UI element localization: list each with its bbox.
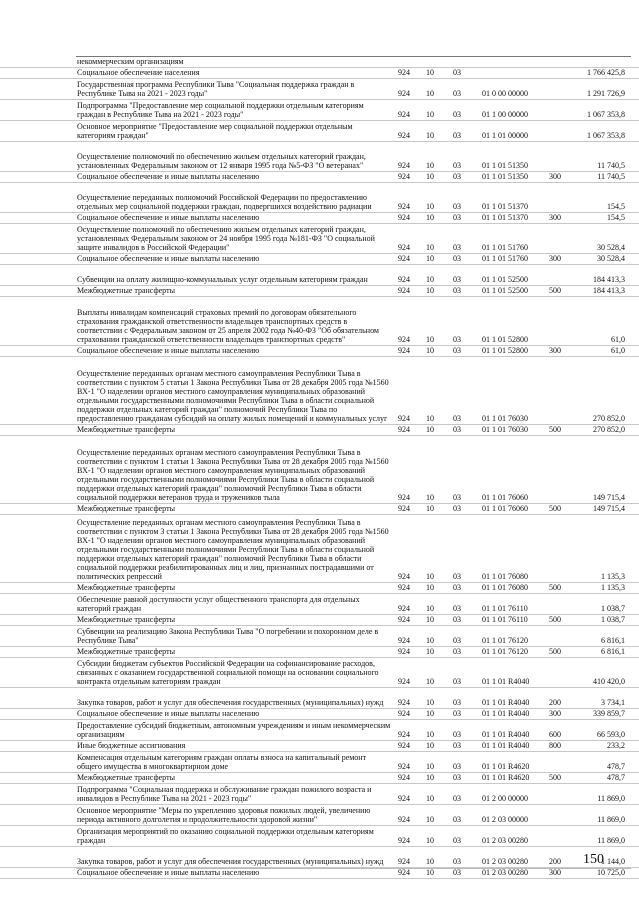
table-row	[0, 752, 639, 773]
row-grbs: 924	[398, 346, 410, 355]
row-amount: 6 816,1	[601, 647, 625, 656]
row-subsection: 03	[453, 836, 461, 845]
table-row	[0, 784, 639, 805]
row-section: 10	[426, 815, 434, 824]
row-target-article: 01 1 01 76030	[482, 414, 528, 423]
row-target-article: 01 1 01 51760	[482, 254, 528, 263]
row-section: 10	[426, 773, 434, 782]
row-grbs: 924	[398, 762, 410, 771]
row-target-article: 01 1 01 51760	[482, 243, 528, 252]
table-row	[0, 100, 639, 121]
row-section: 10	[426, 243, 434, 252]
row-grbs: 924	[398, 254, 410, 263]
row-subsection: 03	[453, 572, 461, 581]
row-expense-type: 300	[549, 172, 561, 181]
table-row	[0, 286, 639, 297]
row-grbs: 924	[398, 131, 410, 140]
row-subsection: 03	[453, 254, 461, 263]
row-section: 10	[426, 741, 434, 750]
row-amount: 61,0	[611, 335, 625, 344]
row-expense-type: 500	[549, 773, 561, 782]
row-expense-type: 500	[549, 615, 561, 624]
row-name: некоммерческим организациям	[77, 57, 184, 66]
row-amount: 410 420,0	[593, 677, 625, 686]
row-target-article: 01 1 01 76060	[482, 504, 528, 513]
table-row	[0, 805, 639, 826]
table-row	[0, 172, 639, 183]
row-section: 10	[426, 857, 434, 866]
row-subsection: 03	[453, 131, 461, 140]
table-row	[0, 583, 639, 594]
row-subsection: 03	[453, 615, 461, 624]
row-target-article: 01 1 01 76110	[482, 615, 528, 624]
row-name: Межбюджетные трансферты	[77, 773, 175, 782]
row-target-article: 01 1 01 R4040	[482, 709, 530, 718]
row-target-article: 01 1 01 52800	[482, 346, 528, 355]
row-section: 10	[426, 698, 434, 707]
row-section: 10	[426, 275, 434, 284]
row-target-article: 01 2 03 00280	[482, 836, 528, 845]
row-amount: 478,7	[607, 773, 625, 782]
row-subsection: 03	[453, 647, 461, 656]
row-grbs: 924	[398, 615, 410, 624]
row-expense-type: 500	[549, 425, 561, 434]
row-subsection: 03	[453, 89, 461, 98]
row-expense-type: 300	[549, 213, 561, 222]
table-row	[0, 615, 639, 626]
row-section: 10	[426, 730, 434, 739]
row-grbs: 924	[398, 286, 410, 295]
row-grbs: 924	[398, 857, 410, 866]
row-target-article: 01 1 00 00000	[482, 110, 528, 119]
table-row	[0, 425, 639, 436]
row-section: 10	[426, 615, 434, 624]
row-target-article: 01 1 01 76080	[482, 583, 528, 592]
table-row	[0, 357, 639, 425]
row-section: 10	[426, 709, 434, 718]
row-subsection: 03	[453, 709, 461, 718]
row-target-article: 01 2 03 00280	[482, 857, 528, 866]
table-row	[0, 658, 639, 688]
table-row	[0, 79, 639, 100]
row-section: 10	[426, 677, 434, 686]
row-name: Организация мероприятий по оказанию социальной поддержки отдельным категориям граждан	[77, 827, 374, 845]
row-grbs: 924	[398, 604, 410, 613]
row-amount: 1 038,7	[601, 604, 625, 613]
row-section: 10	[426, 89, 434, 98]
table-row	[0, 224, 639, 254]
row-expense-type: 500	[549, 583, 561, 592]
row-expense-type: 200	[549, 698, 561, 707]
row-name: Осуществление переданных органам местного самоуправления Республики Тыва в соответствии с пунктом 3 статьи 1 Закона Республики Тыва от 28 декабря 2005 года №1560 ВХ-1 "О наделении органов местного самоуправления муниципальных образований отдельными государственными полномочиями Республики Тыва в области социальной поддержки отдельных категорий граждан" полномочий Республики Тыва в области социальной поддержки реабилитированных лиц и лиц, признанных пострадавшими от политических репрессий	[77, 518, 389, 581]
table-row	[0, 436, 639, 504]
row-target-article: 01 1 01 R4620	[482, 762, 530, 771]
row-grbs: 924	[398, 213, 410, 222]
row-name: Осуществление переданных органам местного самоуправления Республики Тыва в соответствии с пунктом 1 статьи 1 Закона Республики Тыва от 28 декабря 2005 года №1560 ВХ-1 "О наделении органов местного самоуправления муниципальных образований отдельными государственными полномочиями Республики Тыва в области социальной поддержки отдельных категорий граждан" полномочий Республики Тыва в области социальной поддержки ветеранов труда и тружеников тыла	[77, 448, 389, 502]
row-expense-type: 600	[549, 730, 561, 739]
row-target-article: 01 1 01 51350	[482, 161, 528, 170]
table-row	[0, 57, 639, 68]
row-amount: 11 869,0	[597, 794, 625, 803]
row-grbs: 924	[398, 836, 410, 845]
row-amount: 339 859,7	[593, 709, 625, 718]
row-target-article: 01 1 01 52800	[482, 335, 528, 344]
table-row	[0, 826, 639, 847]
row-amount: 270 852,0	[593, 414, 625, 423]
row-amount: 233,2	[607, 741, 625, 750]
row-amount: 1 135,3	[601, 583, 625, 592]
table-row	[0, 709, 639, 720]
table-row	[0, 515, 639, 583]
row-name: Социальное обеспечение и иные выплаты населению	[77, 868, 260, 877]
row-name: Обеспечение равной доступности услуг общественного транспорта для отдельных категорий граждан	[77, 595, 360, 613]
row-amount: 149 715,4	[593, 493, 625, 502]
row-subsection: 03	[453, 172, 461, 181]
row-name: Осуществление полномочий по обеспечению жильем отдельных категорий граждан, установленных Федеральным законом от 24 ноября 1995 года №181-ФЗ "О социальной защите инвалидов в Российской Федерации"	[77, 225, 375, 252]
row-name: Основное мероприятие "Меры по укреплению здоровья пожилых людей, увеличению периода активного долголетия и продолжительности здоровой жизни"	[77, 806, 371, 824]
table-row	[0, 142, 639, 172]
row-section: 10	[426, 504, 434, 513]
row-section: 10	[426, 836, 434, 845]
table-row	[0, 594, 639, 615]
row-target-article: 01 1 01 00000	[482, 131, 528, 140]
table-row	[0, 688, 639, 709]
row-name: Закупка товаров, работ и услуг для обеспечения государственных (муниципальных) нужд	[77, 698, 384, 707]
row-name: Осуществление переданных органам местного самоуправления Республики Тыва в соответствии с пунктом 5 статьи 1 Закона Республики Тыва от 28 декабря 2005 года №1560 ВХ-1 "О наделении органов местного самоуправления муниципальных образований отдельными государственными полномочиями Республики Тыва в области социальной поддержки отдельных категорий граждан" полномочий Республики Тыва по предоставлению гражданам субсидий на оплату жилых помещений и коммунальных услуг	[77, 369, 389, 423]
row-subsection: 03	[453, 346, 461, 355]
row-subsection: 03	[453, 741, 461, 750]
row-section: 10	[426, 254, 434, 263]
row-section: 10	[426, 493, 434, 502]
table-row	[0, 868, 639, 879]
row-name: Основное мероприятие "Предоставление мер социальной поддержки отдельным категориям граждан"	[77, 122, 353, 140]
row-subsection: 03	[453, 504, 461, 513]
row-target-article: 01 1 01 R4040	[482, 677, 530, 686]
row-target-article: 01 1 01 76110	[482, 604, 528, 613]
table-row	[0, 121, 639, 142]
row-target-article: 01 0 00 00000	[482, 89, 528, 98]
row-amount: 11 740,5	[597, 172, 625, 181]
row-amount: 184 413,3	[593, 275, 625, 284]
table-row	[0, 346, 639, 357]
row-amount: 270 852,0	[593, 425, 625, 434]
row-subsection: 03	[453, 414, 461, 423]
row-section: 10	[426, 286, 434, 295]
row-name: Осуществление полномочий по обеспечению жильем отдельных категорий граждан, установленных Федеральным законом от 12 января 1995 года №5-ФЗ "О ветеранах"	[77, 152, 366, 170]
row-name: Субсидии бюджетам субъектов Российской Федерации на софинансирование расходов, связанных с оказанием государственной социальной помощи на основании социального контракта отдельным категориям граждан	[77, 659, 379, 686]
row-section: 10	[426, 762, 434, 771]
row-grbs: 924	[398, 709, 410, 718]
table-row	[0, 647, 639, 658]
row-amount: 1 067 353,8	[587, 131, 625, 140]
row-grbs: 924	[398, 572, 410, 581]
row-subsection: 03	[453, 161, 461, 170]
row-name: Социальное обеспечение и иные выплаты населению	[77, 172, 260, 181]
row-amount: 1 144,0	[601, 857, 625, 866]
row-expense-type: 300	[549, 868, 561, 877]
row-subsection: 03	[453, 275, 461, 284]
row-name: Подпрограмма "Социальная поддержка и обслуживание граждан пожилого возраста и инвалидов в Республике Тыва на 2021 - 2023 годы"	[77, 785, 372, 803]
row-amount: 184 413,3	[593, 286, 625, 295]
row-grbs: 924	[398, 583, 410, 592]
row-target-article: 01 1 01 R4620	[482, 773, 530, 782]
table-row	[0, 773, 639, 784]
row-amount: 6 816,1	[601, 636, 625, 645]
row-name: Социальное обеспечение и иные выплаты населению	[77, 709, 260, 718]
row-subsection: 03	[453, 425, 461, 434]
row-amount: 30 528,4	[597, 254, 625, 263]
row-section: 10	[426, 110, 434, 119]
row-amount: 1 291 726,9	[587, 89, 625, 98]
row-section: 10	[426, 172, 434, 181]
row-grbs: 924	[398, 636, 410, 645]
row-subsection: 03	[453, 604, 461, 613]
row-grbs: 924	[398, 202, 410, 211]
row-amount: 478,7	[607, 762, 625, 771]
row-target-article: 01 1 01 R4040	[482, 741, 530, 750]
row-name: Межбюджетные трансферты	[77, 647, 175, 656]
row-target-article: 01 1 01 51350	[482, 172, 528, 181]
row-grbs: 924	[398, 698, 410, 707]
row-section: 10	[426, 572, 434, 581]
row-name: Подпрограмма "Предоставление мер социальной поддержки отдельным категориям граждан в Республике Тыва на 2021 - 2023 годы"	[77, 101, 364, 119]
row-name: Социальное обеспечение и иные выплаты населению	[77, 346, 260, 355]
row-target-article: 01 1 01 76120	[482, 647, 528, 656]
table-row	[0, 213, 639, 224]
row-grbs: 924	[398, 89, 410, 98]
row-grbs: 924	[398, 414, 410, 423]
row-amount: 10 725,0	[597, 868, 625, 877]
row-target-article: 01 1 01 R4040	[482, 698, 530, 707]
row-subsection: 03	[453, 286, 461, 295]
row-target-article: 01 1 01 76080	[482, 572, 528, 581]
row-target-article: 01 1 01 76060	[482, 493, 528, 502]
row-subsection: 03	[453, 213, 461, 222]
table-row	[0, 847, 639, 868]
row-subsection: 03	[453, 335, 461, 344]
row-grbs: 924	[398, 172, 410, 181]
row-expense-type: 800	[549, 741, 561, 750]
row-subsection: 03	[453, 868, 461, 877]
row-subsection: 03	[453, 243, 461, 252]
row-grbs: 924	[398, 161, 410, 170]
row-expense-type: 300	[549, 254, 561, 263]
table-row	[0, 504, 639, 515]
row-subsection: 03	[453, 698, 461, 707]
row-name: Социальное обеспечение и иные выплаты населению	[77, 254, 260, 263]
row-section: 10	[426, 202, 434, 211]
row-subsection: 03	[453, 794, 461, 803]
row-amount: 66 593,0	[597, 730, 625, 739]
row-section: 10	[426, 868, 434, 877]
row-grbs: 924	[398, 110, 410, 119]
row-target-article: 01 1 01 51370	[482, 202, 528, 211]
footer-rule	[76, 868, 631, 869]
table-row	[0, 265, 639, 286]
row-amount: 61,0	[611, 346, 625, 355]
row-amount: 3 734,1	[601, 698, 625, 707]
row-grbs: 924	[398, 868, 410, 877]
row-section: 10	[426, 647, 434, 656]
row-amount: 11 740,5	[597, 161, 625, 170]
row-name: Межбюджетные трансферты	[77, 615, 175, 624]
row-subsection: 03	[453, 773, 461, 782]
row-expense-type: 300	[549, 709, 561, 718]
row-grbs: 924	[398, 335, 410, 344]
row-target-article: 01 1 01 51370	[482, 213, 528, 222]
row-expense-type: 200	[549, 857, 561, 866]
row-section: 10	[426, 213, 434, 222]
row-expense-type: 300	[549, 346, 561, 355]
row-section: 10	[426, 414, 434, 423]
row-grbs: 924	[398, 741, 410, 750]
row-section: 10	[426, 794, 434, 803]
row-subsection: 03	[453, 677, 461, 686]
budget-table	[0, 57, 639, 879]
row-subsection: 03	[453, 730, 461, 739]
row-grbs: 924	[398, 730, 410, 739]
row-grbs: 924	[398, 504, 410, 513]
row-name: Государственная программа Республики Тыва "Социальная поддержка граждан в Республике Тыва на 2021 - 2023 годы"	[77, 80, 355, 98]
row-subsection: 03	[453, 762, 461, 771]
row-name: Социальное обеспечение населения	[77, 68, 200, 77]
row-target-article: 01 1 01 76030	[482, 425, 528, 434]
table-row	[0, 254, 639, 265]
row-name: Предоставление субсидий бюджетным, автономным учреждениям и иным некоммерческим организациям	[77, 721, 391, 739]
row-amount: 1 038,7	[601, 615, 625, 624]
row-target-article: 01 1 01 R4040	[482, 730, 530, 739]
row-target-article: 01 1 01 76120	[482, 636, 528, 645]
row-subsection: 03	[453, 493, 461, 502]
row-section: 10	[426, 131, 434, 140]
row-name: Компенсация отдельным категориям граждан оплаты взноса на капитальный ремонт общего имущества в многоквартирном доме	[77, 753, 367, 771]
row-name: Межбюджетные трансферты	[77, 425, 175, 434]
row-expense-type: 500	[549, 647, 561, 656]
row-grbs: 924	[398, 677, 410, 686]
row-target-article: 01 2 00 00000	[482, 794, 528, 803]
row-subsection: 03	[453, 583, 461, 592]
row-amount: 30 528,4	[597, 243, 625, 252]
row-amount: 149 715,4	[593, 504, 625, 513]
row-subsection: 03	[453, 110, 461, 119]
row-grbs: 924	[398, 794, 410, 803]
row-grbs: 924	[398, 815, 410, 824]
row-name: Социальное обеспечение и иные выплаты населению	[77, 213, 260, 222]
row-name: Закупка товаров, работ и услуг для обеспечения государственных (муниципальных) нужд	[77, 857, 384, 866]
table-row	[0, 183, 639, 213]
row-expense-type: 500	[549, 286, 561, 295]
page-number: 150	[583, 852, 604, 867]
row-expense-type: 500	[549, 504, 561, 513]
table-row	[0, 68, 639, 79]
table-row	[0, 297, 639, 346]
row-amount: 1 067 353,8	[587, 110, 625, 119]
row-amount: 1 766 425,8	[587, 68, 625, 77]
row-grbs: 924	[398, 243, 410, 252]
row-target-article: 01 2 03 00280	[482, 868, 528, 877]
row-grbs: 924	[398, 493, 410, 502]
row-section: 10	[426, 636, 434, 645]
row-name: Межбюджетные трансферты	[77, 504, 175, 513]
row-target-article: 01 1 01 52500	[482, 275, 528, 284]
row-subsection: 03	[453, 202, 461, 211]
row-target-article: 01 1 01 52500	[482, 286, 528, 295]
row-grbs: 924	[398, 68, 410, 77]
row-grbs: 924	[398, 773, 410, 782]
row-name: Осуществление переданных полномочий Российской Федерации по предоставлению отдельных мер социальной поддержки граждан, подвергшихся воздействию радиации	[77, 193, 372, 211]
row-name: Выплаты инвалидам компенсаций страховых премий по договорам обязательного страхования гражданской ответственности владельцев транспортных средств в соответствии с Федеральным законом от 25 апреля 2002 года №40-ФЗ "Об обязательном страховании гражданской ответственности владельцев транспортных средств"	[77, 308, 379, 344]
row-subsection: 03	[453, 815, 461, 824]
row-subsection: 03	[453, 857, 461, 866]
row-name: Субвенции на реализацию Закона Республики Тыва "О погребении и похоронном деле в Республике Тыва"	[77, 627, 379, 645]
table-row	[0, 741, 639, 752]
row-amount: 11 869,0	[597, 836, 625, 845]
row-subsection: 03	[453, 636, 461, 645]
row-section: 10	[426, 335, 434, 344]
table-row	[0, 720, 639, 741]
row-section: 10	[426, 346, 434, 355]
row-section: 10	[426, 583, 434, 592]
row-amount: 11 869,0	[597, 815, 625, 824]
row-section: 10	[426, 161, 434, 170]
row-grbs: 924	[398, 275, 410, 284]
row-name: Межбюджетные трансферты	[77, 583, 175, 592]
row-amount: 154,5	[607, 213, 625, 222]
row-target-article: 01 2 03 00000	[482, 815, 528, 824]
row-grbs: 924	[398, 425, 410, 434]
row-amount: 154,5	[607, 202, 625, 211]
table-row	[0, 626, 639, 647]
row-name: Межбюджетные трансферты	[77, 286, 175, 295]
row-section: 10	[426, 604, 434, 613]
row-grbs: 924	[398, 647, 410, 656]
row-subsection: 03	[453, 68, 461, 77]
row-name: Субвенции на оплату жилищно-коммунальных услуг отдельным категориям граждан	[77, 275, 368, 284]
row-section: 10	[426, 425, 434, 434]
row-name: Иные бюджетные ассигнования	[77, 741, 186, 750]
row-section: 10	[426, 68, 434, 77]
row-amount: 1 135,3	[601, 572, 625, 581]
